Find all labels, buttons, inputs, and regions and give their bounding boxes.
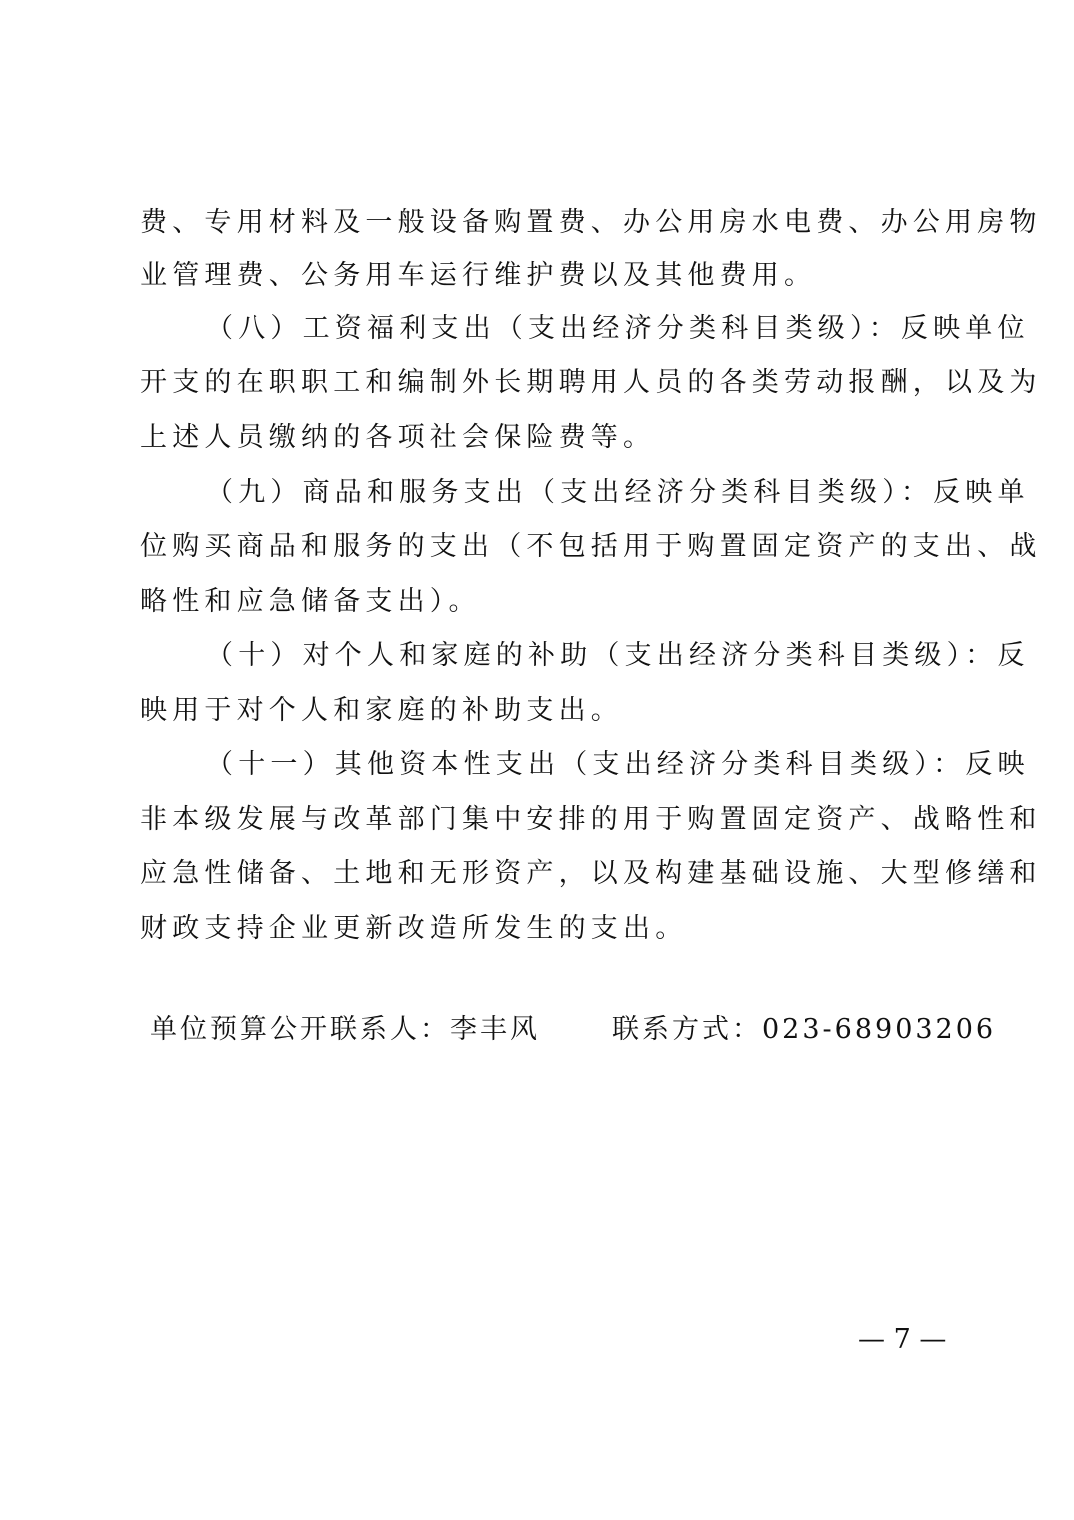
section-9-text: 反映单 xyxy=(933,477,1030,508)
paragraph-line: 略性和应急储备支出）。 xyxy=(140,586,481,617)
section-10-heading: （十）对个人和家庭的补助（支出经济分类科目类级）： xyxy=(206,640,998,671)
section-9-first-line xyxy=(206,473,1030,513)
paragraph-line: 上述人员缴纳的各项社会保险费等。 xyxy=(140,422,656,453)
section-8-text: 反映单位 xyxy=(900,313,1030,344)
section-10-text: 反 xyxy=(997,640,1030,671)
section-11-first-line xyxy=(206,745,1030,785)
paragraph-line: 费、专用材料及一般设备购置费、办公用房水电费、办公用房物 xyxy=(140,207,1042,238)
section-10-first-line xyxy=(206,636,1030,676)
paragraph-line: 非本级发展与改革部门集中安排的用于购置固定资产、战略性和 xyxy=(140,804,1042,835)
section-8-first-line xyxy=(206,309,1030,349)
paragraph-line: 财政支持企业更新改造所发生的支出。 xyxy=(140,913,688,944)
paragraph-line: 位购买商品和服务的支出（不包括用于购置固定资产的支出、战 xyxy=(140,531,1042,562)
paragraph-line: 开支的在职职工和编制外长期聘用人员的各类劳动报酬，以及为 xyxy=(140,367,1042,398)
section-8-heading: （八）工资福利支出（支出经济分类科目类级）： xyxy=(206,313,901,344)
contact-phone: 联系方式：023-68903206 xyxy=(612,1014,997,1045)
section-11-text: 反映 xyxy=(965,749,1030,780)
section-11-heading: （十一）其他资本性支出（支出经济分类科目类级）： xyxy=(206,749,966,780)
contact-person: 单位预算公开联系人：李丰风 xyxy=(150,1014,540,1045)
paragraph-line: 业管理费、公务用车运行维护费以及其他费用。 xyxy=(140,260,817,291)
paragraph-line: 映用于对个人和家庭的补助支出。 xyxy=(140,695,623,726)
paragraph-line: 应急性储备、土地和无形资产，以及构建基础设施、大型修缮和 xyxy=(140,858,1042,889)
page-number: — 7 — xyxy=(858,1324,947,1355)
section-9-heading: （九）商品和服务支出（支出经济分类科目类级）： xyxy=(206,477,934,508)
